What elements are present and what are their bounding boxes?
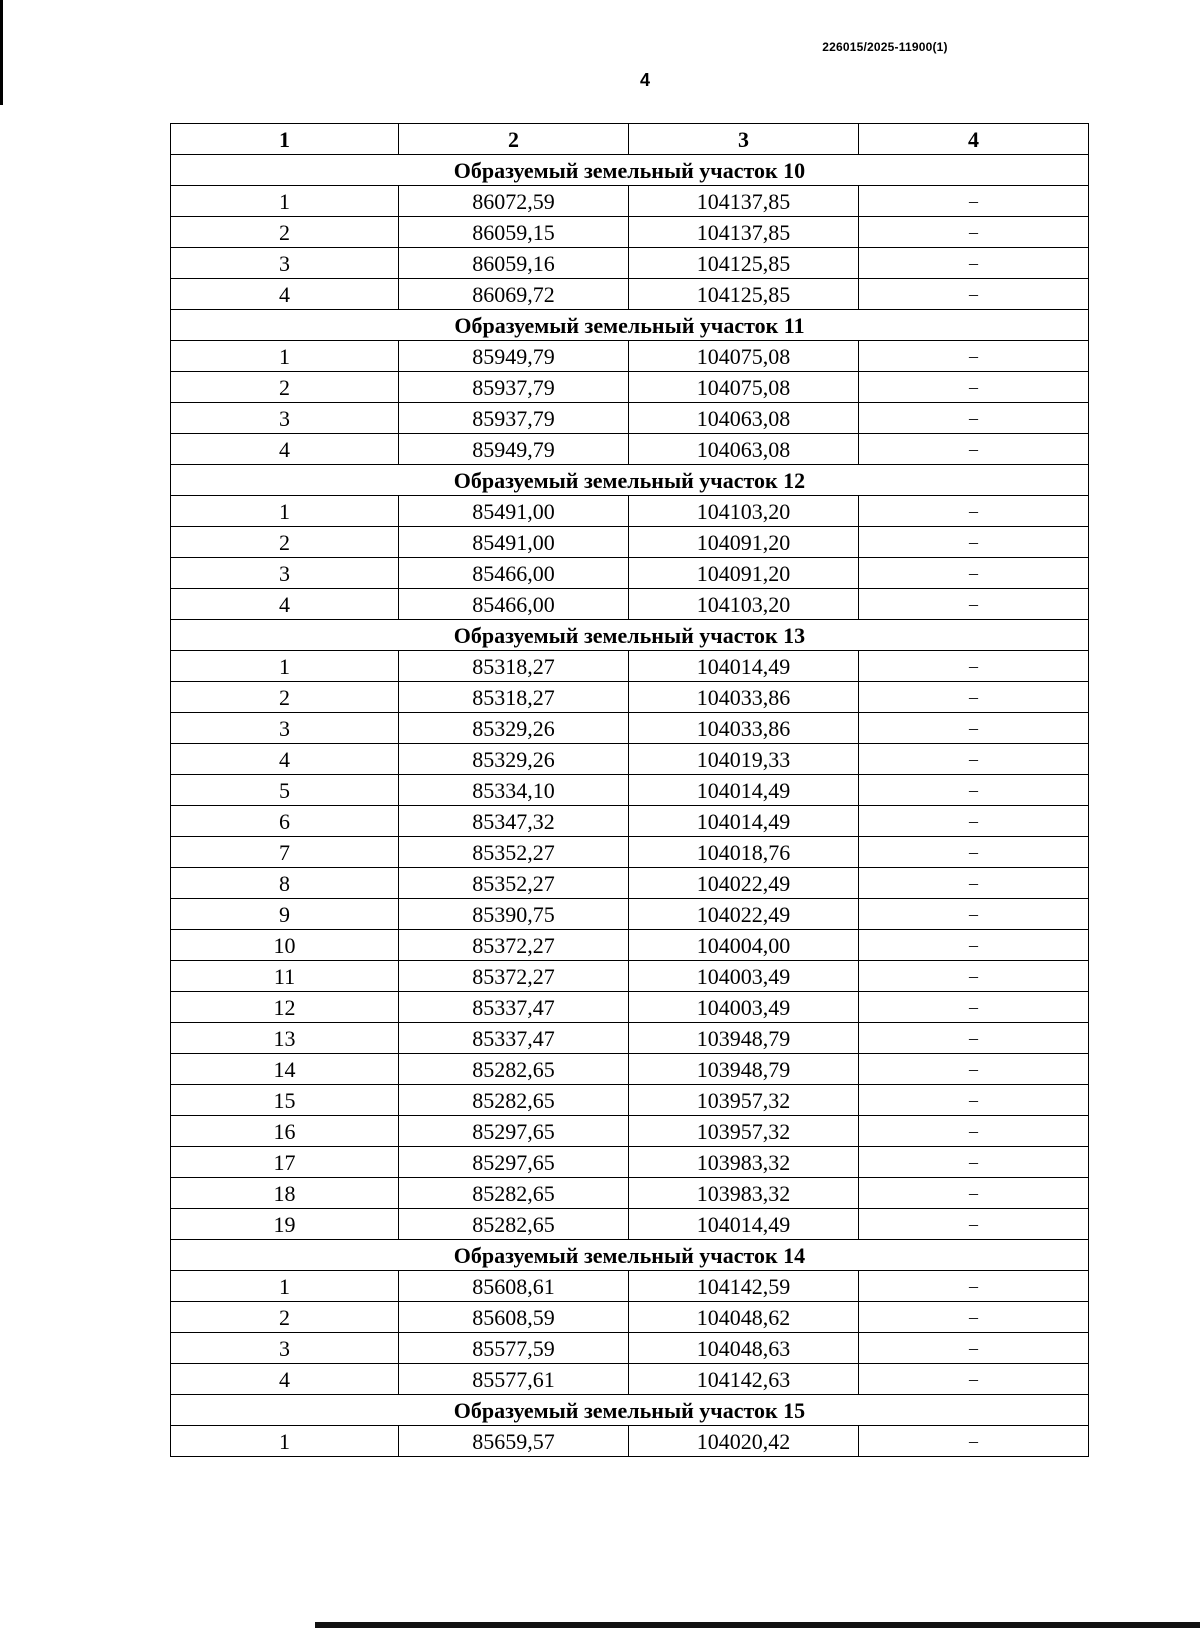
column-4-cell: – bbox=[859, 1054, 1089, 1085]
column-4-cell: – bbox=[859, 682, 1089, 713]
table-row bbox=[171, 837, 1089, 868]
table-row bbox=[171, 899, 1089, 930]
column-4-cell: – bbox=[859, 899, 1089, 930]
x-coordinate-cell: 85282,65 bbox=[399, 1054, 629, 1085]
x-coordinate-cell: 85577,61 bbox=[399, 1364, 629, 1395]
y-coordinate-cell: 104075,08 bbox=[629, 341, 859, 372]
column-4-cell: – bbox=[859, 279, 1089, 310]
y-coordinate-cell: 104014,49 bbox=[629, 806, 859, 837]
y-coordinate-cell: 104125,85 bbox=[629, 279, 859, 310]
point-number-cell: 3 bbox=[171, 403, 399, 434]
point-number-cell: 4 bbox=[171, 279, 399, 310]
y-coordinate-cell: 104103,20 bbox=[629, 496, 859, 527]
point-number-cell: 1 bbox=[171, 651, 399, 682]
y-coordinate-cell: 104022,49 bbox=[629, 899, 859, 930]
y-coordinate-cell: 104019,33 bbox=[629, 744, 859, 775]
y-coordinate-cell: 104018,76 bbox=[629, 837, 859, 868]
column-4-cell: – bbox=[859, 1085, 1089, 1116]
column-header-4: 4 bbox=[859, 124, 1089, 155]
point-number-cell: 3 bbox=[171, 1333, 399, 1364]
column-4-cell: – bbox=[859, 651, 1089, 682]
column-4-cell: – bbox=[859, 868, 1089, 899]
column-4-cell: – bbox=[859, 1271, 1089, 1302]
x-coordinate-cell: 85318,27 bbox=[399, 682, 629, 713]
table-row bbox=[171, 1333, 1089, 1364]
point-number-cell: 19 bbox=[171, 1209, 399, 1240]
column-4-cell: – bbox=[859, 1209, 1089, 1240]
column-4-cell: – bbox=[859, 1302, 1089, 1333]
table-body bbox=[171, 155, 1089, 1457]
section-header-row bbox=[171, 1395, 1089, 1426]
table-row bbox=[171, 713, 1089, 744]
y-coordinate-cell: 104014,49 bbox=[629, 651, 859, 682]
column-4-cell: – bbox=[859, 1147, 1089, 1178]
y-coordinate-cell: 104020,42 bbox=[629, 1426, 859, 1457]
x-coordinate-cell: 85949,79 bbox=[399, 434, 629, 465]
page-number: 4 bbox=[639, 70, 650, 90]
point-number-cell: 2 bbox=[171, 372, 399, 403]
y-coordinate-cell: 104003,49 bbox=[629, 992, 859, 1023]
x-coordinate-cell: 85282,65 bbox=[399, 1178, 629, 1209]
x-coordinate-cell: 85577,59 bbox=[399, 1333, 629, 1364]
column-4-cell: – bbox=[859, 217, 1089, 248]
table-row bbox=[171, 868, 1089, 899]
table-row bbox=[171, 930, 1089, 961]
column-4-cell: – bbox=[859, 961, 1089, 992]
section-title: Образуемый земельный участок 13 bbox=[171, 620, 1089, 651]
point-number-cell: 9 bbox=[171, 899, 399, 930]
point-number-cell: 2 bbox=[171, 217, 399, 248]
table-row bbox=[171, 589, 1089, 620]
section-title: Образуемый земельный участок 12 bbox=[171, 465, 1089, 496]
table-row bbox=[171, 527, 1089, 558]
table-row bbox=[171, 1085, 1089, 1116]
x-coordinate-cell: 86059,16 bbox=[399, 248, 629, 279]
point-number-cell: 14 bbox=[171, 1054, 399, 1085]
table-row bbox=[171, 186, 1089, 217]
x-coordinate-cell: 85390,75 bbox=[399, 899, 629, 930]
point-number-cell: 2 bbox=[171, 527, 399, 558]
section-header-row bbox=[171, 310, 1089, 341]
point-number-cell: 4 bbox=[171, 434, 399, 465]
coordinates-table bbox=[170, 123, 1089, 1457]
column-4-cell: – bbox=[859, 1023, 1089, 1054]
table-row bbox=[171, 961, 1089, 992]
point-number-cell: 15 bbox=[171, 1085, 399, 1116]
x-coordinate-cell: 85937,79 bbox=[399, 403, 629, 434]
point-number-cell: 4 bbox=[171, 744, 399, 775]
column-4-cell: – bbox=[859, 434, 1089, 465]
x-coordinate-cell: 85318,27 bbox=[399, 651, 629, 682]
x-coordinate-cell: 85352,27 bbox=[399, 868, 629, 899]
x-coordinate-cell: 85949,79 bbox=[399, 341, 629, 372]
point-number-cell: 10 bbox=[171, 930, 399, 961]
column-4-cell: – bbox=[859, 992, 1089, 1023]
table-row bbox=[171, 434, 1089, 465]
y-coordinate-cell: 104014,49 bbox=[629, 1209, 859, 1240]
table-row bbox=[171, 1054, 1089, 1085]
point-number-cell: 5 bbox=[171, 775, 399, 806]
table-row bbox=[171, 775, 1089, 806]
column-4-cell: – bbox=[859, 558, 1089, 589]
table-header bbox=[171, 124, 1089, 155]
column-4-cell: – bbox=[859, 372, 1089, 403]
x-coordinate-cell: 85337,47 bbox=[399, 992, 629, 1023]
section-title: Образуемый земельный участок 14 bbox=[171, 1240, 1089, 1271]
table-row bbox=[171, 372, 1089, 403]
point-number-cell: 1 bbox=[171, 496, 399, 527]
y-coordinate-cell: 104022,49 bbox=[629, 868, 859, 899]
x-coordinate-cell: 85659,57 bbox=[399, 1426, 629, 1457]
y-coordinate-cell: 104048,62 bbox=[629, 1302, 859, 1333]
y-coordinate-cell: 104091,20 bbox=[629, 527, 859, 558]
x-coordinate-cell: 85282,65 bbox=[399, 1209, 629, 1240]
header-row bbox=[171, 124, 1089, 155]
column-4-cell: – bbox=[859, 806, 1089, 837]
section-header-row bbox=[171, 1240, 1089, 1271]
x-coordinate-cell: 85491,00 bbox=[399, 527, 629, 558]
point-number-cell: 4 bbox=[171, 1364, 399, 1395]
point-number-cell: 3 bbox=[171, 713, 399, 744]
section-header-row bbox=[171, 155, 1089, 186]
table-row bbox=[171, 1302, 1089, 1333]
section-title: Образуемый земельный участок 11 bbox=[171, 310, 1089, 341]
section-header-row bbox=[171, 620, 1089, 651]
document-number: 226015/2025-11900(1) bbox=[822, 40, 948, 54]
scan-edge-left bbox=[0, 0, 3, 105]
table-row bbox=[171, 992, 1089, 1023]
y-coordinate-cell: 104048,63 bbox=[629, 1333, 859, 1364]
y-coordinate-cell: 104063,08 bbox=[629, 403, 859, 434]
y-coordinate-cell: 103948,79 bbox=[629, 1023, 859, 1054]
x-coordinate-cell: 86059,15 bbox=[399, 217, 629, 248]
table-row bbox=[171, 496, 1089, 527]
point-number-cell: 3 bbox=[171, 558, 399, 589]
column-4-cell: – bbox=[859, 403, 1089, 434]
table-row bbox=[171, 248, 1089, 279]
column-header-3: 3 bbox=[629, 124, 859, 155]
x-coordinate-cell: 86069,72 bbox=[399, 279, 629, 310]
column-4-cell: – bbox=[859, 589, 1089, 620]
table-row bbox=[171, 744, 1089, 775]
point-number-cell: 2 bbox=[171, 682, 399, 713]
y-coordinate-cell: 104075,08 bbox=[629, 372, 859, 403]
point-number-cell: 1 bbox=[171, 1271, 399, 1302]
table-row bbox=[171, 341, 1089, 372]
x-coordinate-cell: 85297,65 bbox=[399, 1116, 629, 1147]
x-coordinate-cell: 85466,00 bbox=[399, 558, 629, 589]
x-coordinate-cell: 85352,27 bbox=[399, 837, 629, 868]
column-4-cell: – bbox=[859, 248, 1089, 279]
y-coordinate-cell: 104142,59 bbox=[629, 1271, 859, 1302]
column-4-cell: – bbox=[859, 744, 1089, 775]
column-4-cell: – bbox=[859, 1426, 1089, 1457]
x-coordinate-cell: 85282,65 bbox=[399, 1085, 629, 1116]
point-number-cell: 13 bbox=[171, 1023, 399, 1054]
column-4-cell: – bbox=[859, 930, 1089, 961]
section-title: Образуемый земельный участок 10 bbox=[171, 155, 1089, 186]
point-number-cell: 1 bbox=[171, 341, 399, 372]
y-coordinate-cell: 104063,08 bbox=[629, 434, 859, 465]
y-coordinate-cell: 104033,86 bbox=[629, 682, 859, 713]
table-row bbox=[171, 217, 1089, 248]
point-number-cell: 3 bbox=[171, 248, 399, 279]
column-4-cell: – bbox=[859, 341, 1089, 372]
table-row bbox=[171, 1364, 1089, 1395]
y-coordinate-cell: 104014,49 bbox=[629, 775, 859, 806]
y-coordinate-cell: 104142,63 bbox=[629, 1364, 859, 1395]
y-coordinate-cell: 103948,79 bbox=[629, 1054, 859, 1085]
section-header-row bbox=[171, 465, 1089, 496]
point-number-cell: 2 bbox=[171, 1302, 399, 1333]
point-number-cell: 12 bbox=[171, 992, 399, 1023]
column-4-cell: – bbox=[859, 527, 1089, 558]
point-number-cell: 1 bbox=[171, 186, 399, 217]
y-coordinate-cell: 104003,49 bbox=[629, 961, 859, 992]
table-row bbox=[171, 1426, 1089, 1457]
point-number-cell: 6 bbox=[171, 806, 399, 837]
y-coordinate-cell: 104091,20 bbox=[629, 558, 859, 589]
x-coordinate-cell: 85329,26 bbox=[399, 713, 629, 744]
column-4-cell: – bbox=[859, 186, 1089, 217]
table-row bbox=[171, 1116, 1089, 1147]
y-coordinate-cell: 104137,85 bbox=[629, 186, 859, 217]
column-4-cell: – bbox=[859, 713, 1089, 744]
point-number-cell: 4 bbox=[171, 589, 399, 620]
x-coordinate-cell: 85337,47 bbox=[399, 1023, 629, 1054]
table-row bbox=[171, 1178, 1089, 1209]
table-row bbox=[171, 1147, 1089, 1178]
x-coordinate-cell: 85297,65 bbox=[399, 1147, 629, 1178]
point-number-cell: 17 bbox=[171, 1147, 399, 1178]
table-row bbox=[171, 403, 1089, 434]
y-coordinate-cell: 103983,32 bbox=[629, 1178, 859, 1209]
column-4-cell: – bbox=[859, 1333, 1089, 1364]
x-coordinate-cell: 86072,59 bbox=[399, 186, 629, 217]
x-coordinate-cell: 85466,00 bbox=[399, 589, 629, 620]
table-row bbox=[171, 682, 1089, 713]
y-coordinate-cell: 103957,32 bbox=[629, 1085, 859, 1116]
table-row bbox=[171, 1209, 1089, 1240]
point-number-cell: 11 bbox=[171, 961, 399, 992]
scan-edge-bottom bbox=[315, 1622, 1200, 1628]
table-row bbox=[171, 279, 1089, 310]
x-coordinate-cell: 85491,00 bbox=[399, 496, 629, 527]
y-coordinate-cell: 104137,85 bbox=[629, 217, 859, 248]
x-coordinate-cell: 85334,10 bbox=[399, 775, 629, 806]
x-coordinate-cell: 85608,61 bbox=[399, 1271, 629, 1302]
column-header-1: 1 bbox=[171, 124, 399, 155]
table-row bbox=[171, 806, 1089, 837]
column-4-cell: – bbox=[859, 837, 1089, 868]
x-coordinate-cell: 85937,79 bbox=[399, 372, 629, 403]
point-number-cell: 18 bbox=[171, 1178, 399, 1209]
y-coordinate-cell: 103983,32 bbox=[629, 1147, 859, 1178]
table-row bbox=[171, 651, 1089, 682]
column-4-cell: – bbox=[859, 496, 1089, 527]
x-coordinate-cell: 85608,59 bbox=[399, 1302, 629, 1333]
y-coordinate-cell: 104033,86 bbox=[629, 713, 859, 744]
column-4-cell: – bbox=[859, 1364, 1089, 1395]
column-header-2: 2 bbox=[399, 124, 629, 155]
x-coordinate-cell: 85372,27 bbox=[399, 961, 629, 992]
y-coordinate-cell: 104125,85 bbox=[629, 248, 859, 279]
point-number-cell: 1 bbox=[171, 1426, 399, 1457]
table-row bbox=[171, 558, 1089, 589]
y-coordinate-cell: 104004,00 bbox=[629, 930, 859, 961]
x-coordinate-cell: 85372,27 bbox=[399, 930, 629, 961]
point-number-cell: 16 bbox=[171, 1116, 399, 1147]
y-coordinate-cell: 103957,32 bbox=[629, 1116, 859, 1147]
point-number-cell: 7 bbox=[171, 837, 399, 868]
table-row bbox=[171, 1023, 1089, 1054]
x-coordinate-cell: 85347,32 bbox=[399, 806, 629, 837]
column-4-cell: – bbox=[859, 1178, 1089, 1209]
column-4-cell: – bbox=[859, 775, 1089, 806]
y-coordinate-cell: 104103,20 bbox=[629, 589, 859, 620]
column-4-cell: – bbox=[859, 1116, 1089, 1147]
x-coordinate-cell: 85329,26 bbox=[399, 744, 629, 775]
section-title: Образуемый земельный участок 15 bbox=[171, 1395, 1089, 1426]
point-number-cell: 8 bbox=[171, 868, 399, 899]
table-row bbox=[171, 1271, 1089, 1302]
